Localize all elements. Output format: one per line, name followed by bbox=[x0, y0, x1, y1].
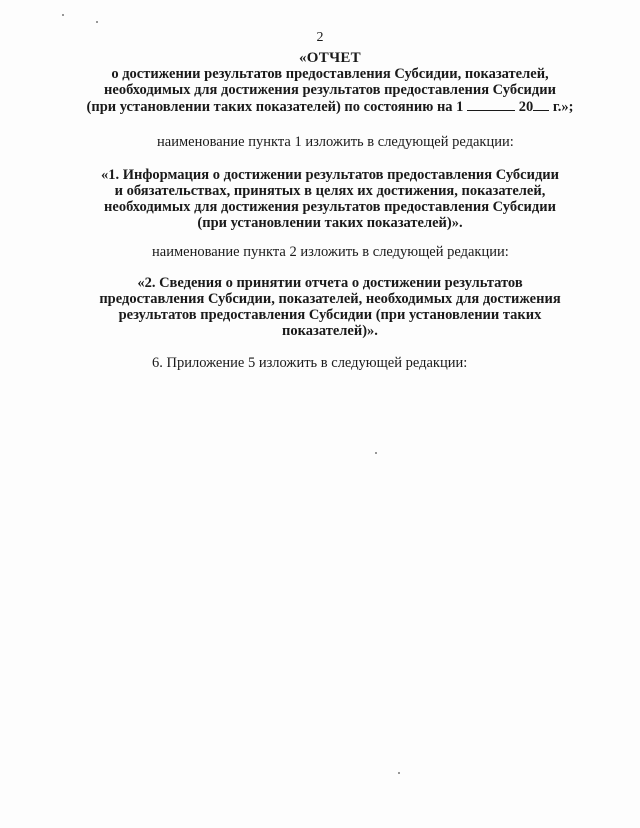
item-1-line-1: «1. Информация о достижении результатов предоставления Субсидии bbox=[100, 167, 560, 183]
report-title: «ОТЧЕТ bbox=[299, 50, 361, 66]
report-header-line-3 bbox=[60, 98, 600, 115]
scan-speck bbox=[398, 772, 400, 774]
item-1-block bbox=[60, 167, 600, 231]
instruction-2: наименование пункта 2 изложить в следующей редакции: bbox=[152, 244, 509, 260]
instruction-1: наименование пункта 1 изложить в следующей редакции: bbox=[157, 134, 514, 150]
report-header bbox=[60, 50, 600, 115]
date-blank-year bbox=[533, 98, 549, 111]
scan-speck bbox=[62, 14, 64, 16]
item-1-line-4: (при установлении таких показателей)». bbox=[197, 215, 463, 231]
item-1-line-3: необходимых для достижения результатов предоставления Субсидии bbox=[104, 199, 556, 215]
item-2-line-4: показателей)». bbox=[282, 323, 378, 339]
report-header-line-3-end: г.»; bbox=[552, 99, 574, 115]
item-2-line-3: результатов предоставления Субсидии (при установлении таких bbox=[118, 307, 542, 323]
scan-speck bbox=[96, 21, 98, 23]
instruction-3: 6. Приложение 5 изложить в следующей редакции: bbox=[152, 355, 468, 371]
item-2-block bbox=[60, 275, 600, 339]
report-header-line-3-start: (при установлении таких показателей) по состоянию на 1 bbox=[86, 99, 464, 115]
date-blank-day-month bbox=[467, 98, 515, 111]
scan-speck bbox=[375, 452, 377, 454]
item-1-line-2: и обязательствах, принятых в целях их достижения, показателей, bbox=[114, 183, 546, 199]
report-header-line-2: необходимых для достижения результатов предоставления Субсидии bbox=[104, 82, 556, 98]
report-header-year-prefix: 20 bbox=[518, 99, 534, 115]
item-2-line-2: предоставления Субсидии, показателей, необходимых для достижения bbox=[99, 291, 561, 307]
report-header-line-1: о достижении результатов предоставления Субсидии, показателей, bbox=[111, 66, 549, 82]
item-2-line-1: «2. Сведения о принятии отчета о достижении результатов bbox=[137, 275, 523, 291]
page-number: 2 bbox=[316, 30, 324, 45]
